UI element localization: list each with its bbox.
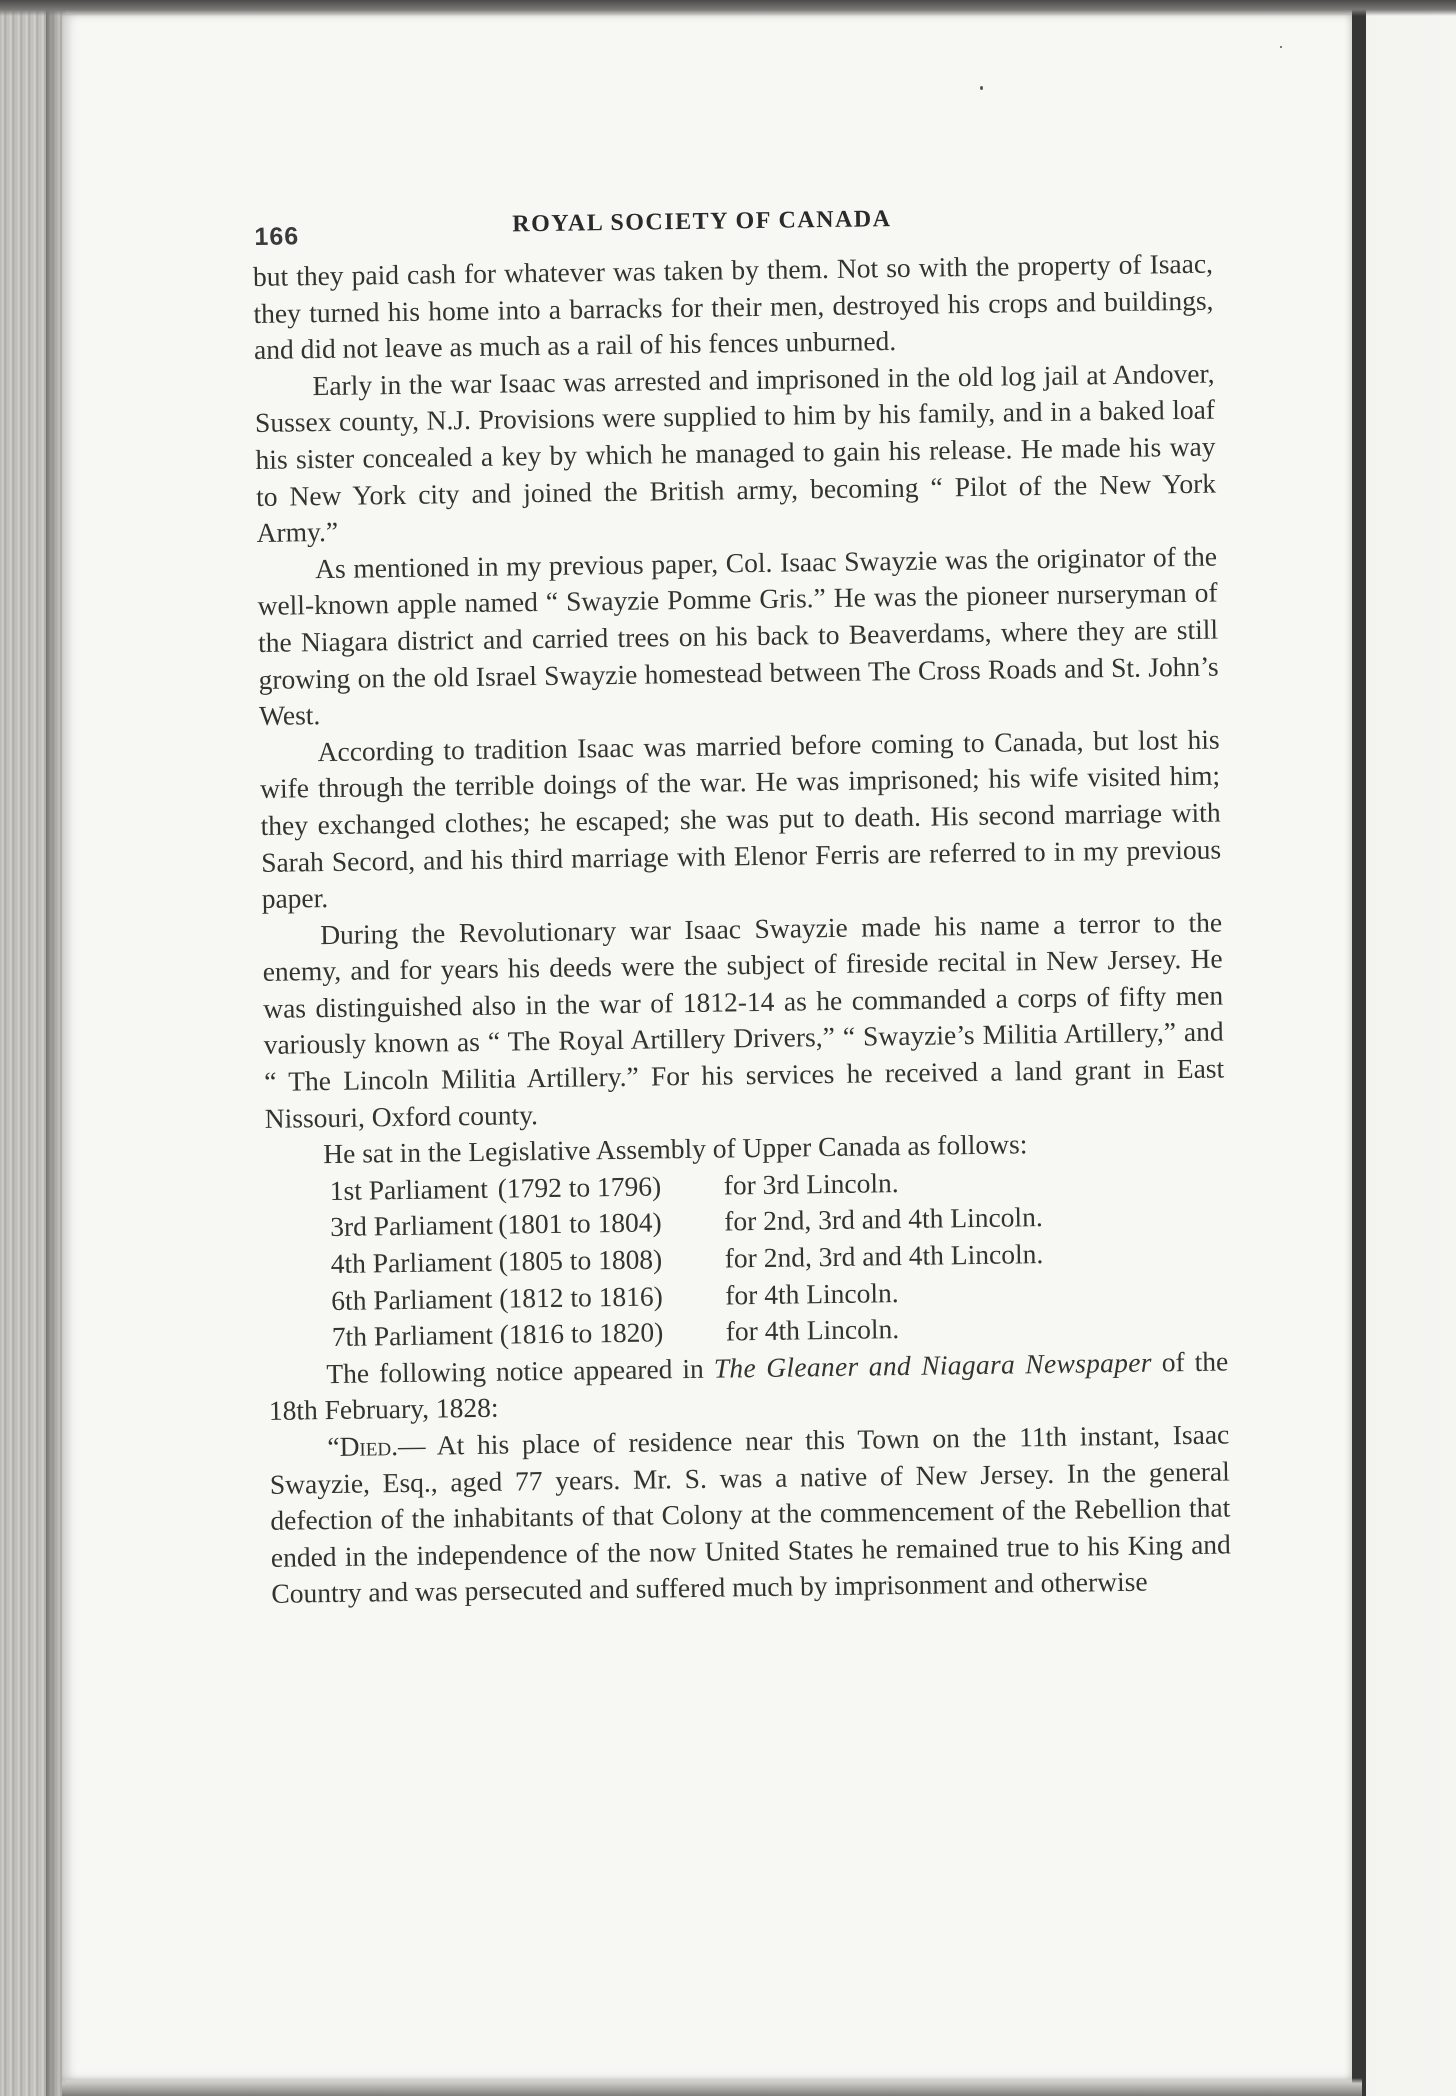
- spine-shadow: [46, 0, 64, 2096]
- dust-speck: [980, 86, 983, 90]
- parliament-session: 3rd Parliament: [330, 1209, 494, 1243]
- publication-title: The Gleaner and Niagara Newspaper: [713, 1346, 1152, 1384]
- article-body: [253, 246, 1232, 1613]
- parliament-years: (1812 to 1816): [499, 1279, 663, 1314]
- facing-page-edge: [1352, 0, 1456, 2096]
- page-number: 166: [254, 222, 300, 251]
- paragraph-obituary: [269, 1416, 1231, 1612]
- parliament-years: (1792 to 1796): [497, 1170, 662, 1204]
- notice-intro-date: of the 18th February, 1828:: [268, 1345, 1229, 1427]
- parliament-session: 6th Parliament: [331, 1282, 493, 1316]
- notice-intro-text: The following notice appeared in: [326, 1352, 705, 1389]
- obituary-heading: Died.: [339, 1430, 399, 1462]
- paragraph-legislative-assembly: He sat in the Legislative Assembly of Upper Canada as follows:: [323, 1128, 1028, 1170]
- parliament-session: 4th Parliament: [330, 1245, 493, 1280]
- parliament-ridings: for 4th Lincoln.: [725, 1276, 899, 1311]
- obituary-text: — At his place of residence near this Town on the 11th instant, Isaac Swayzie, Esq., aged 77 years. Mr. S. was a native of New Jersey. In the general defection of the inhabitants of that Colony at the commencement of the Rebellion that ended in the independence of the now United States he remained true to his King and Country and was persecuted and suffered much by imprisonment and otherwise: [269, 1418, 1232, 1610]
- parliament-session: 7th Parliament: [331, 1318, 494, 1353]
- paragraph-marriage: According to tradition Isaac was married before coming to Canada, but lost his wife through the terrible doings of the war. He was imprisoned; his wife visited him; they exchanged clothes; he escaped; she was put to death. His second marriage with Sarah Secord, and his third marriage with Elenor Ferris are referred to in my previous paper.: [259, 723, 1222, 915]
- parliament-ridings: for 4th Lincoln.: [725, 1313, 900, 1347]
- paragraph-continued: but they paid cash for whatever was taken by them. Not so with the property of Isaac, they turned his home into a barracks for their men, destroyed his crops and buildings, and did not leave as much as a rail of his fences unburned.: [252, 247, 1214, 366]
- paragraph-revolutionary-war: During the Revolutionary war Isaac Swayzie made his name a terror to the enemy, and for years his deeds were the subject of fireside recital in New Jersey. He was distinguished also in the war of 1812-14 as he commanded a corps of fifty men variously known as “ The Royal Artillery Drivers,” “ Swayzie’s Militia Artillery,” and “ The Lincoln Militia Artillery.” For his services he received a land grant in East Nissouri, Oxford county.: [262, 906, 1225, 1134]
- paragraph-arrest: Early in the war Isaac was arrested and imprisoned in the old log jail at Andover, Sussex county, N.J. Provisions were supplied to him by his family, and in a baked loaf his sister concealed a key by which he managed to gain his release. He made his way to New York city and joined the British army, becoming “ Pilot of the New York Army.”: [254, 357, 1217, 549]
- parliament-years: (1801 to 1804): [498, 1206, 662, 1241]
- paragraph-apple: As mentioned in my previous paper, Col. Isaac Swayzie was the originator of the well-known apple named “ Swayzie Pomme Gris.” He was the pioneer nurseryman of the Niagara district and carried trees on his back to Beaverdams, where they are still growing on the old Israel Swayzie homestead between The Cross Roads and St. John’s West.: [257, 540, 1219, 732]
- parliament-list: [266, 1160, 1228, 1356]
- obituary-open-quote: “: [327, 1430, 340, 1463]
- parliament-session: 1st Parliament: [329, 1172, 489, 1206]
- gutter-fold: [1352, 0, 1366, 2096]
- scan-top-edge: [0, 0, 1456, 16]
- parliament-ridings: for 2nd, 3rd and 4th Lincoln.: [724, 1201, 1043, 1237]
- parliament-ridings: for 3rd Lincoln.: [723, 1166, 899, 1201]
- paragraph-notice-intro: [268, 1343, 1229, 1430]
- scan-bottom-edge: [62, 2078, 1362, 2096]
- page-content: [252, 192, 1232, 1613]
- parliament-years: (1805 to 1808): [498, 1243, 663, 1277]
- journal-title: ROYAL SOCIETY OF CANADA: [512, 206, 892, 238]
- parliament-ridings: for 2nd, 3rd and 4th Lincoln.: [724, 1238, 1044, 1274]
- parliament-years: (1816 to 1820): [499, 1316, 664, 1350]
- dust-speck: [1280, 46, 1282, 48]
